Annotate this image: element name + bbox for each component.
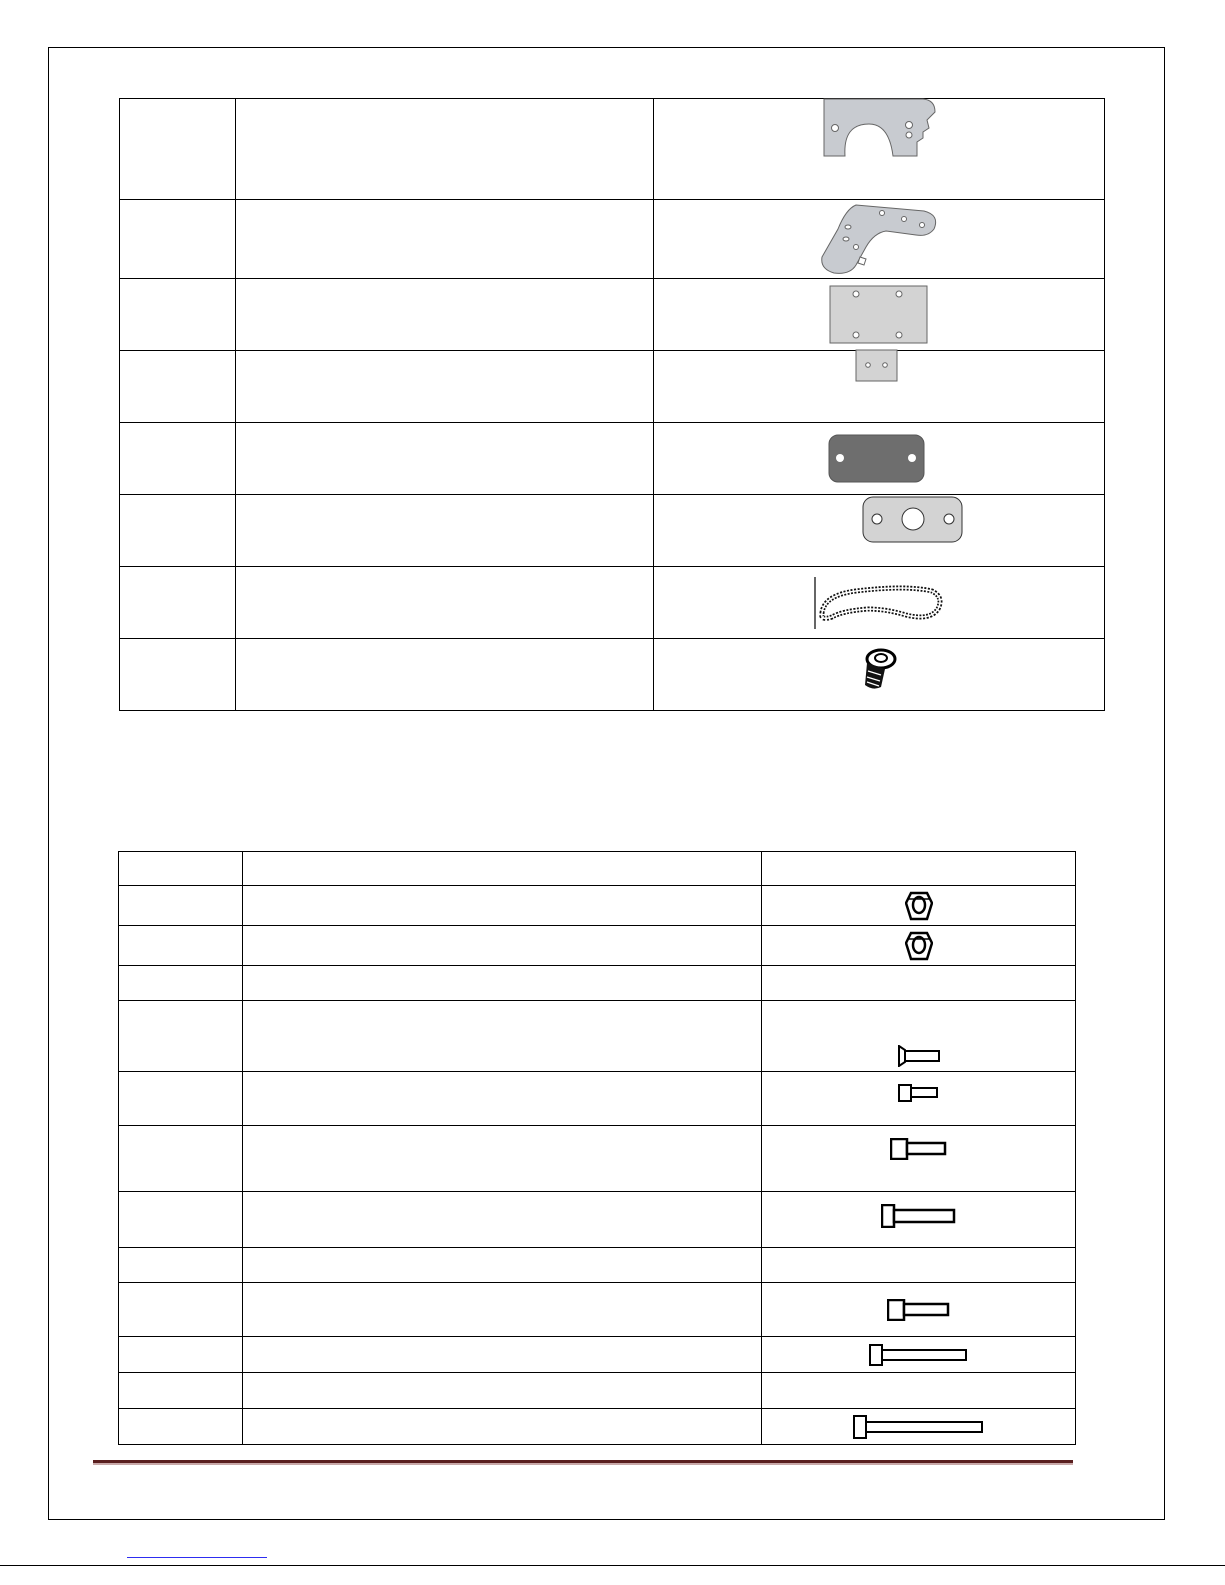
hardware-image-cell [762, 926, 1076, 966]
table-row [119, 1283, 1076, 1337]
table-row [119, 1072, 1076, 1126]
table-header-row [119, 852, 1076, 886]
hardware-table [118, 851, 1076, 1445]
table-row [119, 886, 1076, 926]
part-description-cell [236, 567, 654, 639]
table-row [119, 1192, 1076, 1248]
curved-motor-plate-icon [823, 98, 937, 158]
part-description-cell [236, 351, 654, 423]
header-number-cell [119, 852, 243, 886]
table-row [119, 1126, 1076, 1192]
part-image-cell [654, 279, 1105, 351]
hardware-description-cell [243, 1001, 762, 1072]
part-description-cell [236, 495, 654, 567]
page-bottom-divider [0, 1565, 1225, 1566]
part-image-cell [654, 495, 1105, 567]
part-image-cell [654, 567, 1105, 639]
part-image-cell [654, 351, 1105, 423]
footer-link-underline[interactable] [127, 1557, 267, 1558]
hardware-number-cell [119, 1373, 243, 1409]
hardware-description-cell [243, 1248, 762, 1283]
socket-cap-screw-short-icon [887, 1299, 951, 1321]
hardware-image-cell [762, 1409, 1076, 1445]
rounded-spacer-plate-dark-icon [828, 434, 926, 484]
table-row [120, 639, 1105, 711]
socket-cap-screw-long-icon [869, 1344, 969, 1366]
small-tab-plate-icon [855, 349, 899, 383]
hardware-description-cell [243, 1126, 762, 1192]
hardware-number-cell [119, 966, 243, 1001]
table-row [119, 1373, 1076, 1409]
socket-cap-screw-longest-icon [853, 1415, 985, 1439]
hardware-number-cell [119, 926, 243, 966]
hardware-image-cell [762, 1001, 1076, 1072]
hardware-description-cell [243, 926, 762, 966]
lock-nut-icon [905, 931, 933, 961]
set-screw-collar-icon [859, 647, 899, 691]
footer-divider [93, 1460, 1073, 1463]
hardware-number-cell [119, 1126, 243, 1192]
table-row [119, 966, 1076, 1001]
hardware-description-cell [243, 966, 762, 1001]
hardware-image-cell [762, 1283, 1076, 1337]
part-image-cell [654, 423, 1105, 495]
socket-cap-screw-medium-icon [881, 1204, 957, 1228]
header-description-cell [243, 852, 762, 886]
part-image-cell [654, 99, 1105, 200]
hardware-description-cell [243, 886, 762, 926]
hardware-number-cell [119, 1337, 243, 1373]
part-image-cell [654, 200, 1105, 279]
hardware-image-cell [762, 1192, 1076, 1248]
table-row [119, 1248, 1076, 1283]
table-row [120, 423, 1105, 495]
hardware-description-cell [243, 1409, 762, 1445]
part-description-cell [236, 423, 654, 495]
table-row [119, 1001, 1076, 1072]
hardware-image-cell [762, 1248, 1076, 1283]
hardware-image-cell [762, 1126, 1076, 1192]
part-description-cell [236, 99, 654, 200]
header-image-cell [762, 852, 1076, 886]
table-row [120, 495, 1105, 567]
part-number-cell [120, 423, 236, 495]
hardware-image-cell [762, 966, 1076, 1001]
table-row [120, 279, 1105, 351]
part-number-cell [120, 495, 236, 567]
flat-head-screw-icon [897, 1045, 941, 1067]
part-number-cell [120, 351, 236, 423]
hardware-image-cell [762, 1337, 1076, 1373]
part-description-cell [236, 200, 654, 279]
hardware-number-cell [119, 1192, 243, 1248]
socket-cap-screw-short-icon [890, 1138, 948, 1160]
hardware-number-cell [119, 1001, 243, 1072]
lock-nut-icon [905, 891, 933, 921]
hardware-description-cell [243, 1283, 762, 1337]
hardware-description-cell [243, 1072, 762, 1126]
rectangular-mount-plate-icon [829, 285, 929, 345]
hardware-number-cell [119, 1409, 243, 1445]
hardware-image-cell [762, 1072, 1076, 1126]
hardware-number-cell [119, 1072, 243, 1126]
part-number-cell [120, 279, 236, 351]
part-description-cell [236, 639, 654, 711]
bearing-plate-icon [862, 496, 964, 544]
table-row [120, 99, 1105, 200]
hardware-image-cell [762, 886, 1076, 926]
part-number-cell [120, 200, 236, 279]
parts-table [119, 98, 1105, 711]
hardware-description-cell [243, 1192, 762, 1248]
part-number-cell [120, 639, 236, 711]
table-row [120, 567, 1105, 639]
part-number-cell [120, 99, 236, 200]
hardware-number-cell [119, 886, 243, 926]
angled-bracket-plate-icon [816, 201, 940, 277]
table-row [119, 1409, 1076, 1445]
part-description-cell [236, 279, 654, 351]
part-image-cell [654, 639, 1105, 711]
table-row [120, 351, 1105, 423]
hardware-description-cell [243, 1337, 762, 1373]
socket-cap-screw-short-icon [898, 1084, 940, 1102]
table-row [119, 1337, 1076, 1373]
table-row [120, 200, 1105, 279]
hardware-number-cell [119, 1248, 243, 1283]
table-row [119, 926, 1076, 966]
part-number-cell [120, 567, 236, 639]
hardware-number-cell [119, 1283, 243, 1337]
timing-belt-icon [814, 575, 946, 631]
hardware-description-cell [243, 1373, 762, 1409]
hardware-image-cell [762, 1373, 1076, 1409]
